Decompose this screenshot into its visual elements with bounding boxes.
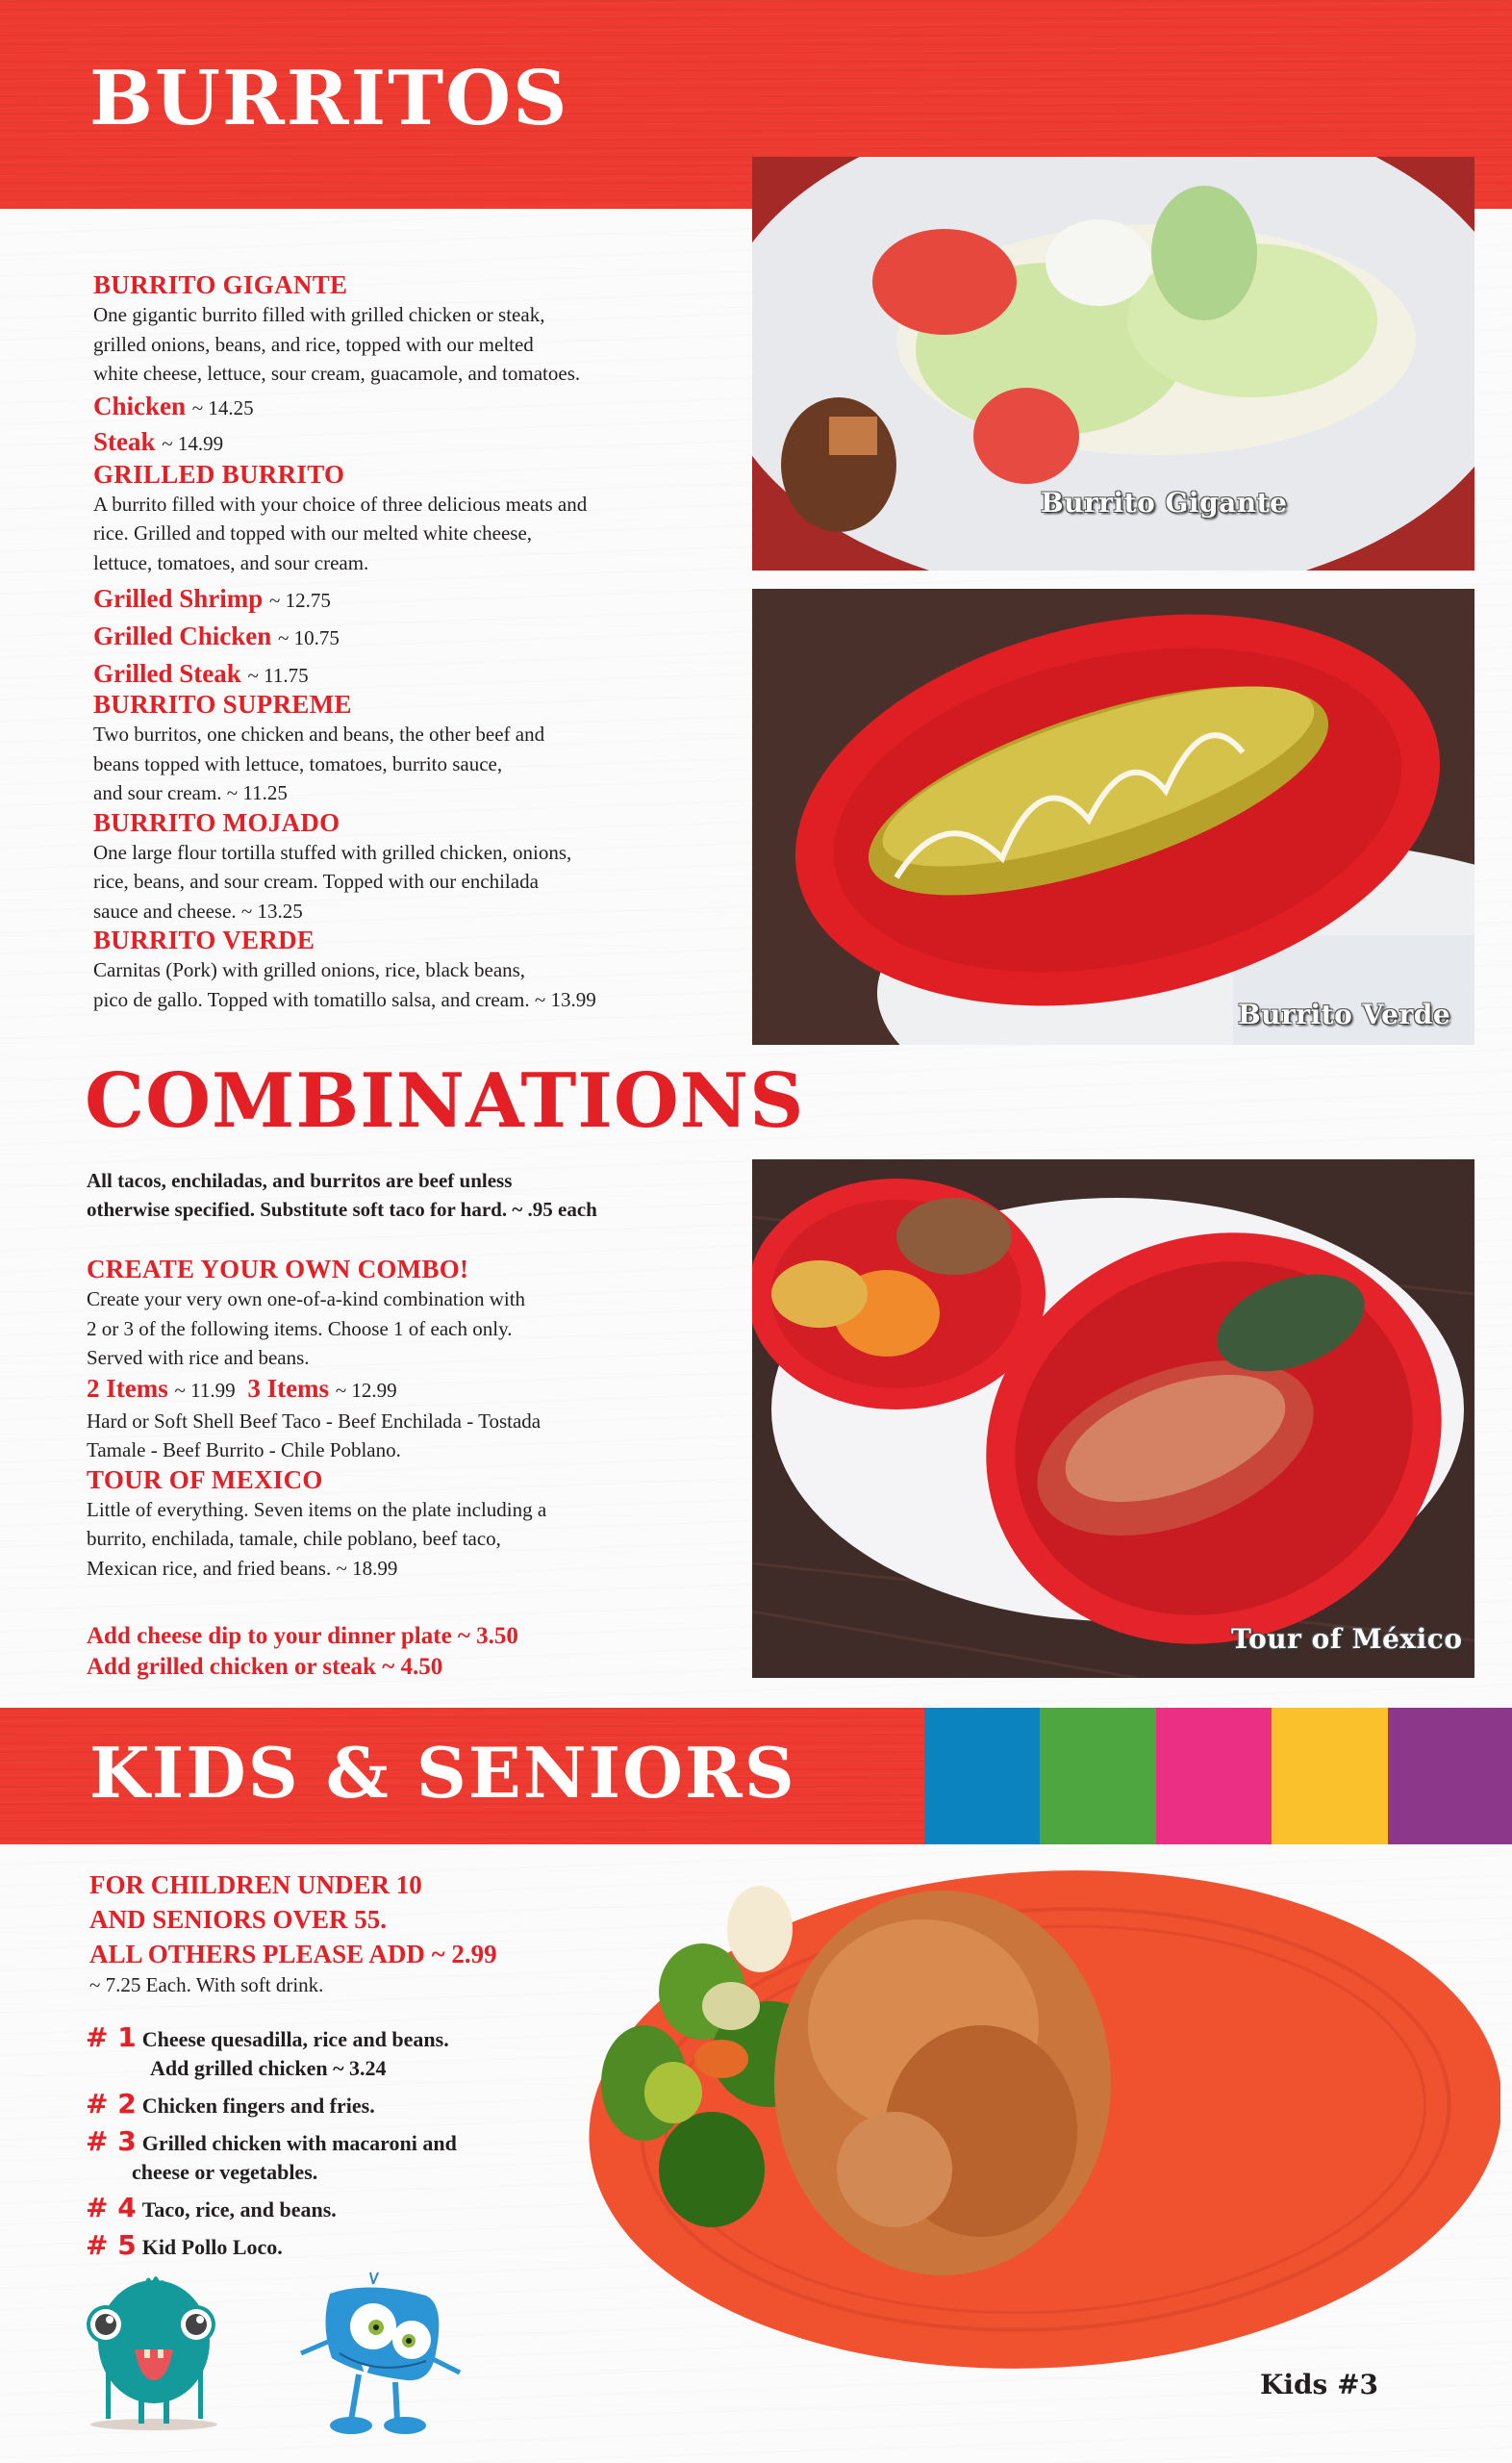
price-option — [93, 424, 747, 462]
option-price: ~ 12.75 — [269, 589, 331, 612]
desc-line: Carnitas (Pork) with grilled onions, rice, black beans, — [93, 958, 526, 981]
item-description — [93, 720, 747, 808]
kids-color-bars — [924, 1708, 1512, 1844]
desc-line: 2 or 3 of the following items. Choose 1 of each only. — [87, 1316, 513, 1340]
desc-line: rice. Grilled and topped with our melted white cheese, — [93, 521, 533, 545]
desc-line: Create your very own one-of-a-kind combination with — [87, 1287, 526, 1310]
item-subtext: cheese or vegetables. — [132, 2160, 318, 2184]
kids-banner — [0, 1708, 924, 1844]
kids-photo-caption: Kids #3 — [1260, 2369, 1379, 2400]
photo-tour-of-mexico — [752, 1159, 1474, 1678]
kids-menu — [86, 1867, 628, 2262]
photo-caption: Burrito Verde — [1238, 999, 1451, 1030]
teal-monster-icon — [85, 2273, 229, 2436]
kids-item-3 — [86, 2127, 628, 2187]
desc-line: Mexican rice, and fried beans. ~ 18.99 — [87, 1556, 398, 1580]
item-description — [87, 1284, 741, 1373]
color-bar-pink — [1156, 1708, 1272, 1844]
item-name-burrito-gigante: BURRITO GIGANTE — [93, 270, 348, 299]
burritos-title: BURRITOS — [89, 55, 569, 142]
burrito-verde-image — [752, 589, 1474, 1045]
item-name-tour-of-mexico: TOUR OF MEXICO — [87, 1464, 323, 1494]
option-label: Grilled Shrimp — [93, 584, 264, 613]
combinations-menu — [87, 1166, 741, 1683]
desc-line: Little of everything. Seven items on the plate including a — [87, 1497, 547, 1521]
desc-line: white cheese, lettuce, sour cream, guacamole, and tomatoes. — [93, 362, 581, 385]
desc-line: Two burritos, one chicken and beans, the other beef and — [93, 723, 545, 746]
price-option — [93, 581, 747, 619]
price-option — [93, 656, 747, 694]
kids-item-4 — [86, 2194, 628, 2224]
color-bar-green — [1040, 1708, 1156, 1844]
item-number: # 4 — [86, 2192, 137, 2223]
price-option — [93, 389, 747, 426]
item-description — [87, 1495, 741, 1584]
combinations-note — [87, 1166, 741, 1224]
desc-line: Tamale - Beef Burrito - Chile Poblano. — [87, 1438, 401, 1461]
headline-line: FOR CHILDREN UNDER 10 — [89, 1870, 422, 1899]
item-text: Cheese quesadilla, rice and beans. — [141, 2027, 449, 2051]
item-text: Taco, rice, and beans. — [141, 2197, 337, 2222]
desc-line: A burrito filled with your choice of three delicious meats and — [93, 492, 588, 516]
kids-subline: ~ 7.25 Each. With soft drink. — [89, 1973, 324, 1996]
kids-headline — [89, 1867, 628, 1971]
item-name-burrito-verde: BURRITO VERDE — [93, 926, 315, 954]
combo-choices — [87, 1407, 741, 1465]
option-price: ~ 12.99 — [335, 1378, 397, 1402]
desc-line: lettuce, tomatoes, and sour cream. — [93, 550, 369, 574]
item-description — [93, 490, 747, 578]
desc-line: pico de gallo. Topped with tomatillo salsa, and cream. ~ 13.99 — [93, 987, 596, 1011]
photo-caption: Burrito Gigante — [1041, 487, 1288, 519]
option-label: Steak — [93, 426, 156, 456]
item-name-burrito-mojado: BURRITO MOJADO — [93, 807, 340, 837]
headline-line: AND SENIORS OVER 55. — [89, 1905, 388, 1934]
option-label: Grilled Chicken — [93, 622, 272, 650]
note-line: otherwise specified. Substitute soft taco for hard. ~ .95 each — [87, 1198, 597, 1221]
burritos-menu — [93, 270, 747, 1014]
color-bar-purple — [1388, 1708, 1512, 1844]
item-name-create-combo: CREATE YOUR OWN COMBO! — [87, 1255, 469, 1283]
kids-items — [86, 2023, 628, 2262]
option-price: ~ 11.99 — [174, 1378, 236, 1402]
color-bar-blue — [924, 1708, 1040, 1844]
option-label: 2 Items — [87, 1373, 168, 1403]
desc-line: burrito, enchilada, tamale, chile poblano, beef taco, — [87, 1527, 501, 1550]
combinations-title: COMBINATIONS — [85, 1057, 805, 1145]
combo-options — [87, 1373, 741, 1407]
photo-caption: Tour of México — [1231, 1623, 1463, 1655]
note-line: All tacos, enchiladas, and burritos are beef unless — [87, 1169, 513, 1192]
item-text: Kid Pollo Loco. — [141, 2235, 283, 2259]
kids-item-5 — [86, 2231, 628, 2262]
option-label: Chicken — [93, 391, 187, 420]
kids-title: KIDS & SENIORS — [89, 1732, 796, 1814]
item-subtext: Add grilled chicken ~ 3.24 — [150, 2056, 387, 2080]
item-name-burrito-supreme: BURRITO SUPREME — [93, 690, 352, 719]
option-price: ~ 11.75 — [247, 664, 309, 687]
addon-grilled-meat: Add grilled chicken or steak ~ 4.50 — [87, 1654, 443, 1680]
desc-line: and sour cream. ~ 11.25 — [93, 781, 288, 804]
kids-item-2 — [86, 2090, 628, 2120]
item-description — [93, 955, 747, 1014]
kids-plate-image — [577, 1862, 1500, 2372]
desc-line: sauce and cheese. ~ 13.25 — [93, 899, 303, 923]
item-name-grilled-burrito: GRILLED BURRITO — [93, 459, 345, 489]
photo-kids-3 — [577, 1862, 1500, 2372]
item-number: # 5 — [86, 2229, 137, 2261]
desc-line: One large flour tortilla stuffed with grilled chicken, onions, — [93, 840, 572, 864]
option-price: ~ 10.75 — [278, 626, 340, 649]
addon-cheese-dip: Add cheese dip to your dinner plate ~ 3.50 — [87, 1623, 518, 1649]
addons — [87, 1621, 741, 1683]
item-number: # 2 — [86, 2088, 137, 2120]
headline-line: ALL OTHERS PLEASE ADD ~ 2.99 — [89, 1940, 497, 1968]
item-text: Grilled chicken with macaroni and — [141, 2131, 457, 2155]
blue-monster-icon — [272, 2267, 465, 2440]
item-number: # 1 — [86, 2021, 137, 2053]
desc-line: Served with rice and beans. — [87, 1346, 310, 1369]
option-label: Grilled Steak — [93, 659, 241, 688]
photo-burrito-verde — [752, 589, 1474, 1045]
price-option — [93, 619, 747, 656]
item-text: Chicken fingers and fries. — [141, 2094, 375, 2118]
tour-of-mexico-image — [752, 1159, 1474, 1678]
desc-line: rice, beans, and sour cream. Topped with our enchilada — [93, 870, 539, 893]
item-description — [93, 838, 747, 927]
option-price: ~ 14.25 — [191, 395, 254, 419]
photo-burrito-gigante — [752, 157, 1474, 571]
item-description — [93, 300, 747, 389]
option-label: 3 Items — [247, 1373, 330, 1403]
color-bar-yellow — [1272, 1708, 1388, 1844]
option-price: ~ 14.99 — [162, 431, 224, 455]
desc-line: beans topped with lettuce, tomatoes, burrito sauce, — [93, 751, 503, 775]
item-number: # 3 — [86, 2125, 137, 2157]
kids-item-1 — [86, 2023, 628, 2083]
desc-line: One gigantic burrito filled with grilled chicken or steak, — [93, 303, 545, 326]
desc-line: grilled onions, beans, and rice, topped with our melted — [93, 332, 534, 356]
desc-line: Hard or Soft Shell Beef Taco - Beef Enchilada - Tostada — [87, 1409, 542, 1433]
